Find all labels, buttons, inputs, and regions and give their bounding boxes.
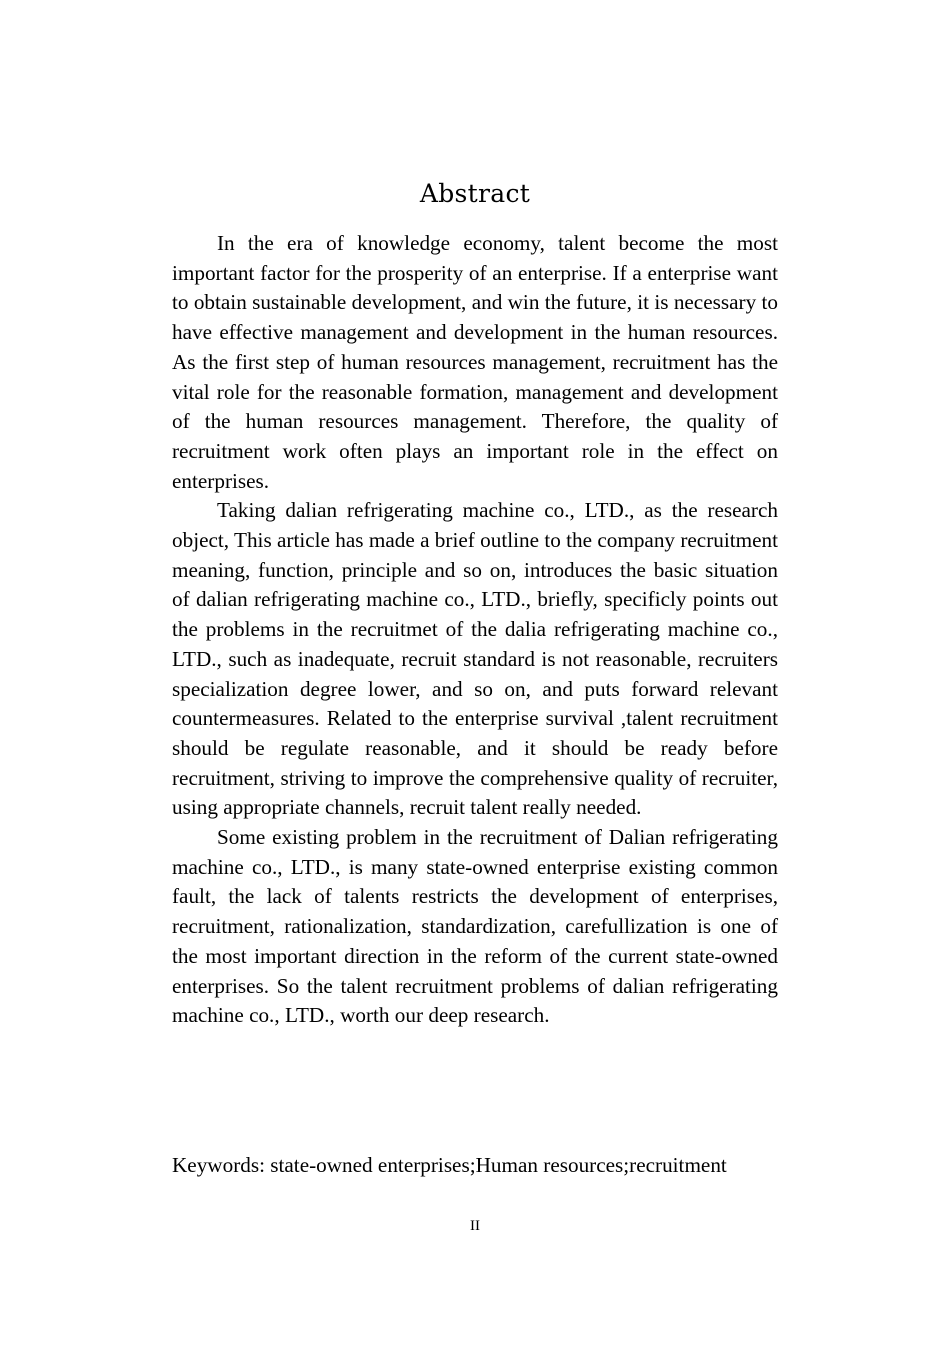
page-title: Abstract xyxy=(419,179,531,208)
abstract-paragraph-1: In the era of knowledge economy, talent become the most important factor for the prosperity of an enterprise. If a enterprise want to obtain sustainable development, and win the future, it is necessary to have effective management and development in the human resources. As the first step of human resources management, recruitment has the vital role for the reasonable formation, management and development of the human resources management. Therefore, the quality of recruitment work often plays an important role in the effect on enterprises. xyxy=(172,231,778,493)
keywords-line: Keywords: state-owned enterprises;Human resources;recruitment xyxy=(172,1153,727,1177)
page-number: II xyxy=(470,1218,480,1234)
abstract-paragraph-3: Some existing problem in the recruitment of Dalian refrigerating machine co., LTD., is many state-owned enterprise existing common fault, the lack of talents restricts the development of enterprises, recruitment, rationalization, standardization, carefullization is one of the most important direction in the reform of the current state-owned enterprises. So the talent recruitment problems of dalian refrigerating machine co., LTD., worth our deep research. xyxy=(172,825,778,1028)
abstract-body xyxy=(172,229,778,1031)
abstract-paragraph-2: Taking dalian refrigerating machine co., LTD., as the research object, This article has made a brief outline to the company recruitment meaning, function, principle and so on, introduces the basic situation of dalian refrigerating machine co., LTD., briefly, specificly points out the problems in the recruitmet of the dalia refrigerating machine co., LTD., such as inadequate, recruit standard is not reasonable, recruiters specialization degree lower, and so on, and puts forward relevant countermeasures. Related to the enterprise survival ,talent recruitment should be regulate reasonable, and it should be ready before recruitment, striving to improve the comprehensive quality of recruiter, using appropriate channels, recruit talent really needed. xyxy=(172,498,778,820)
